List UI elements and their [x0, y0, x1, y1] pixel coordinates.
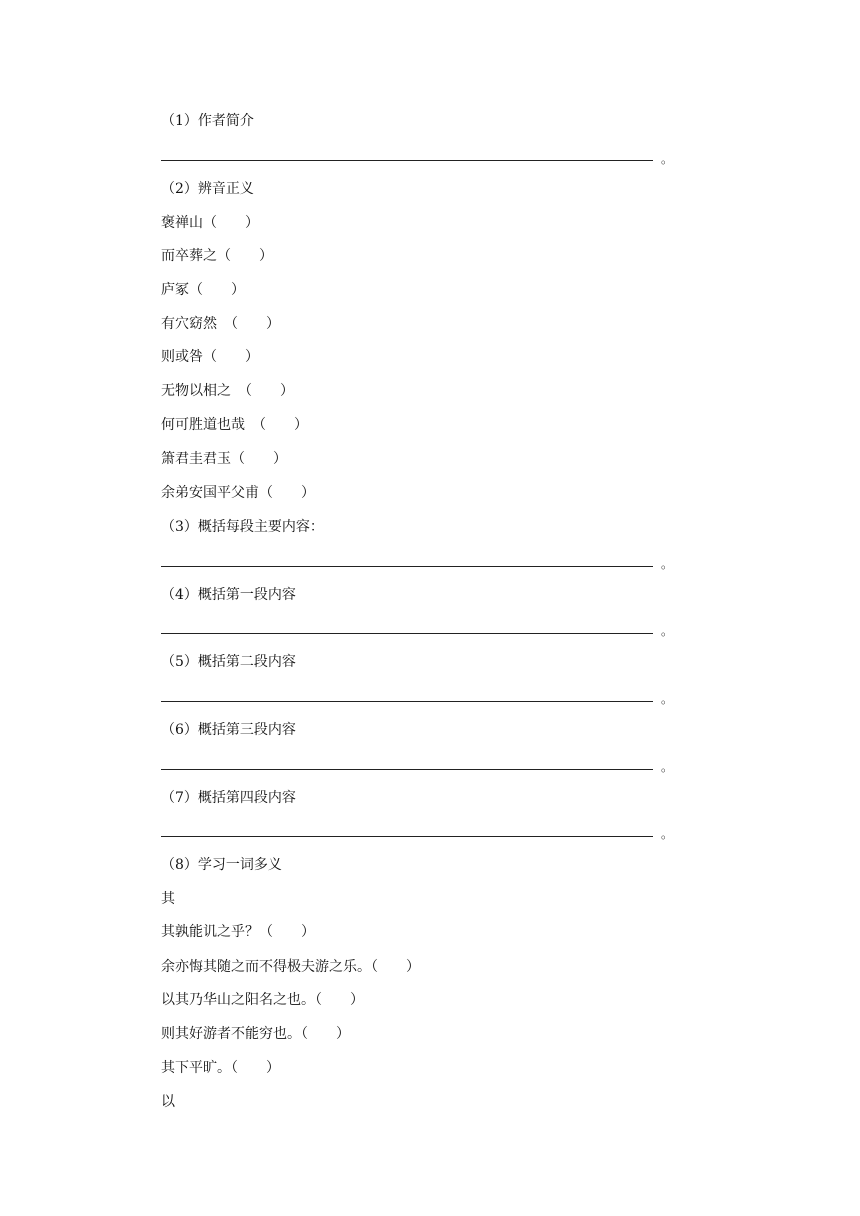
q7-end-mark: 。 — [661, 827, 674, 841]
q6-heading: （6）概括第三段内容 — [161, 722, 296, 738]
q1-end-mark: 。 — [661, 152, 674, 166]
q8-item: 其下平旷。（ ） — [161, 1060, 280, 1076]
q4-answer-line[interactable] — [161, 633, 653, 634]
q8-item: 其孰能讥之乎？（ ） — [161, 924, 315, 940]
q2-item: 则或咎（ ） — [161, 349, 259, 365]
q2-item: 何可胜道也哉 （ ） — [161, 417, 308, 433]
q1-answer-line[interactable] — [161, 160, 653, 161]
q2-item: 而卒葬之（ ） — [161, 248, 273, 264]
q8-word-heading: 其 — [161, 891, 175, 907]
q8-heading: （8）学习一词多义 — [161, 857, 282, 873]
q8-word-heading: 以 — [161, 1094, 175, 1110]
q7-answer-line[interactable] — [161, 836, 653, 837]
q2-item: 余弟安国平父甫（ ） — [161, 485, 315, 501]
q4-heading: （4）概括第一段内容 — [161, 587, 296, 603]
q5-heading: （5）概括第二段内容 — [161, 654, 296, 670]
q1-heading: （1）作者简介 — [161, 113, 254, 129]
q6-answer-line[interactable] — [161, 769, 653, 770]
q2-item: 褒禅山（ ） — [161, 215, 259, 231]
q2-item: 有穴窈然 （ ） — [161, 316, 280, 332]
q2-item: 庐冢（ ） — [161, 282, 245, 298]
q4-end-mark: 。 — [661, 624, 674, 638]
q8-item: 则其好游者不能穷也。（ ） — [161, 1026, 350, 1042]
q5-answer-line[interactable] — [161, 701, 653, 702]
q8-item: 余亦悔其随之而不得极夫游之乐。（ ） — [161, 959, 420, 975]
q2-item: 无物以相之 （ ） — [161, 383, 294, 399]
q5-end-mark: 。 — [661, 692, 674, 706]
q3-end-mark: 。 — [661, 557, 674, 571]
q3-answer-line[interactable] — [161, 566, 653, 567]
q2-item: 箫君圭君玉（ ） — [161, 451, 287, 467]
q8-item: 以其乃华山之阳名之也。（ ） — [161, 992, 364, 1008]
q7-heading: （7）概括第四段内容 — [161, 790, 296, 806]
q2-heading: （2）辨音正义 — [161, 181, 254, 197]
q6-end-mark: 。 — [661, 760, 674, 774]
q3-heading: （3）概括每段主要内容： — [161, 519, 324, 535]
